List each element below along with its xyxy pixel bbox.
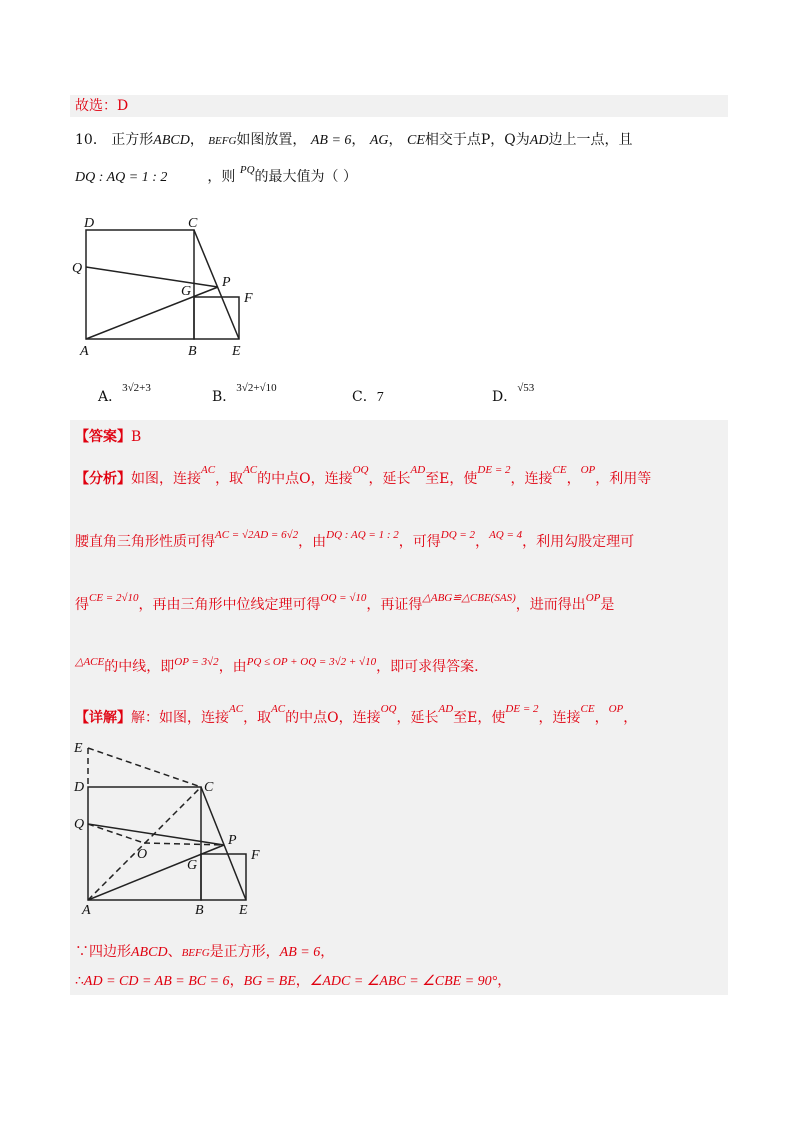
a-text: 的中点O，连接 bbox=[257, 471, 353, 487]
d-math: BG = BE bbox=[243, 974, 296, 989]
d-text: 的中点O，连接 bbox=[285, 710, 381, 726]
option-label: B． bbox=[212, 389, 237, 405]
option-value: 7 bbox=[376, 390, 384, 405]
label-e: E bbox=[232, 344, 241, 359]
square-abcd bbox=[86, 230, 194, 339]
q-text: ， bbox=[189, 132, 204, 148]
answer-value: B bbox=[131, 429, 142, 445]
q-text: ，则 bbox=[207, 169, 236, 185]
d-text: ， bbox=[295, 973, 310, 989]
option-a[interactable] bbox=[98, 382, 151, 407]
d-math: AD = CD = AB = BC = 6 bbox=[83, 974, 230, 989]
d-text: ，取 bbox=[243, 710, 272, 726]
detail-line-3 bbox=[75, 972, 511, 991]
q-text: ， bbox=[388, 132, 403, 148]
q-math: AG bbox=[369, 133, 389, 148]
a-math: AC = √2AD = 6√2 bbox=[215, 529, 299, 541]
d-math: AC bbox=[271, 703, 286, 715]
option-value: √53 bbox=[517, 382, 535, 394]
analysis-tag: 【分析】 bbox=[75, 471, 131, 487]
q-math: ABCD bbox=[153, 133, 190, 148]
a-text: 至E，使 bbox=[425, 471, 478, 487]
d-math: AD bbox=[438, 703, 454, 715]
a-math: △ACE bbox=[75, 656, 105, 668]
line-ce bbox=[201, 787, 246, 900]
label-q: Q bbox=[72, 261, 83, 276]
q-text: 的最大值为（ ） bbox=[254, 169, 357, 185]
a-math: DQ : AQ = 1 : 2 bbox=[326, 529, 399, 541]
detail-line-2 bbox=[75, 943, 334, 962]
detail-line-1 bbox=[75, 703, 638, 728]
a-math: OP = 3√2 bbox=[174, 656, 219, 668]
line-qp bbox=[86, 267, 218, 287]
a-math: OP bbox=[585, 592, 601, 604]
analysis-line-2 bbox=[75, 529, 635, 552]
d-text: ，延长 bbox=[396, 710, 439, 726]
a-text: ，由 bbox=[218, 659, 247, 675]
a-math: PQ ≤ OP + OQ = 3√2 + √10 bbox=[246, 656, 377, 668]
option-label: C． bbox=[352, 389, 377, 405]
label-p: P bbox=[228, 833, 237, 848]
a-text: ，可得 bbox=[398, 534, 441, 550]
q-text: 正方形 bbox=[111, 132, 154, 148]
label-a: A bbox=[80, 344, 89, 359]
option-value: 3√2+3 bbox=[122, 382, 151, 394]
d-math: BEFG bbox=[181, 947, 210, 959]
a-math: AC bbox=[243, 464, 258, 476]
d-math: AC bbox=[229, 703, 244, 715]
a-text: 是 bbox=[600, 597, 615, 613]
label-d: D bbox=[74, 780, 85, 795]
label-e-top: E bbox=[74, 741, 83, 756]
analysis-line-4 bbox=[75, 658, 479, 677]
line-oq-dashed bbox=[88, 824, 144, 843]
line-ec-dashed bbox=[88, 748, 201, 787]
a-math: OP bbox=[580, 464, 596, 476]
q-text: 相交于点P，Q为 bbox=[424, 132, 530, 148]
label-e-bottom: E bbox=[239, 903, 248, 918]
figure-1 bbox=[70, 210, 270, 360]
question-line-1 bbox=[75, 131, 632, 150]
question-line-2 bbox=[75, 164, 357, 187]
a-math: AD bbox=[410, 464, 426, 476]
a-text: ，即可求得答案. bbox=[376, 659, 479, 675]
a-text: ，再由三角形中位线定理可得 bbox=[138, 597, 321, 613]
a-math: AQ = 4 bbox=[489, 529, 523, 541]
q-math: PQ bbox=[239, 164, 255, 176]
a-text: ，利用勾股定理可 bbox=[522, 534, 635, 550]
a-math: DE = 2 bbox=[477, 464, 511, 476]
label-c: C bbox=[188, 216, 198, 231]
d-math: OQ bbox=[380, 703, 397, 715]
option-c[interactable] bbox=[352, 388, 384, 407]
detail-tag: 【详解】 bbox=[75, 710, 131, 726]
option-b[interactable] bbox=[212, 382, 277, 407]
d-text: 至E，使 bbox=[453, 710, 506, 726]
a-text: 腰直角三角形性质可得 bbox=[75, 534, 215, 550]
q-math: DQ : AQ = 1 : 2 bbox=[75, 170, 168, 185]
figure-2 bbox=[70, 738, 270, 918]
d-math: OP bbox=[608, 703, 624, 715]
square-befg bbox=[201, 854, 246, 900]
d-text: ∴ bbox=[75, 973, 84, 989]
a-text: 如图，连接 bbox=[131, 471, 201, 487]
q-text: ， bbox=[351, 132, 366, 148]
answer-line bbox=[75, 428, 141, 446]
d-text: ， bbox=[229, 973, 244, 989]
q-text: 边上一点，且 bbox=[548, 132, 633, 148]
d-text: ，连接 bbox=[538, 710, 581, 726]
a-text: 得 bbox=[75, 597, 89, 613]
a-text: ， bbox=[475, 534, 490, 550]
label-f: F bbox=[251, 848, 260, 863]
a-text: 的中线，即 bbox=[104, 659, 175, 675]
a-text: ，由 bbox=[298, 534, 327, 550]
a-math: OQ = √10 bbox=[320, 592, 367, 604]
d-text: 、 bbox=[167, 944, 182, 960]
a-text: ，连接 bbox=[510, 471, 553, 487]
d-text: ∵四边形 bbox=[75, 944, 131, 960]
a-text: ，利用等 bbox=[595, 471, 652, 487]
d-math: CE bbox=[580, 703, 595, 715]
label-b: B bbox=[195, 903, 204, 918]
d-text: ， bbox=[623, 710, 638, 726]
d-math: ∠ADC = ∠ABC = ∠CBE = 90° bbox=[309, 974, 498, 989]
a-text: ， bbox=[566, 471, 581, 487]
option-label: A． bbox=[98, 389, 123, 405]
d-text: ， bbox=[320, 944, 335, 960]
analysis-line-1 bbox=[75, 464, 652, 489]
a-math: OQ bbox=[352, 464, 369, 476]
label-o: O bbox=[137, 847, 148, 862]
label-d: D bbox=[84, 216, 95, 231]
label-g: G bbox=[187, 858, 198, 873]
d-text: 解：如图，连接 bbox=[131, 710, 229, 726]
a-math: DQ = 2 bbox=[440, 529, 476, 541]
a-text: ，进而得出 bbox=[515, 597, 586, 613]
label-q: Q bbox=[74, 817, 85, 832]
a-math: CE = 2√10 bbox=[89, 592, 139, 604]
a-math: AC bbox=[201, 464, 216, 476]
line-ap bbox=[88, 845, 224, 900]
label-g: G bbox=[181, 284, 192, 299]
line-ap bbox=[86, 287, 218, 339]
q-math: AB = 6 bbox=[310, 133, 352, 148]
previous-answer: 故选：D bbox=[75, 98, 129, 114]
label-f: F bbox=[244, 291, 253, 306]
option-d[interactable] bbox=[492, 382, 535, 407]
a-text: ，延长 bbox=[368, 471, 411, 487]
a-math: △ABG≌△CBE(SAS) bbox=[422, 592, 516, 604]
d-text: ， bbox=[497, 973, 512, 989]
option-label: D． bbox=[492, 389, 518, 405]
q-math: AD bbox=[529, 133, 549, 148]
label-c: C bbox=[204, 780, 214, 795]
analysis-line-3 bbox=[75, 592, 615, 615]
line-qp bbox=[88, 824, 224, 845]
d-math: ABCD bbox=[131, 945, 168, 960]
q-math: CE bbox=[407, 133, 425, 148]
d-math: AB = 6 bbox=[279, 945, 321, 960]
d-text: ， bbox=[594, 710, 609, 726]
a-math: CE bbox=[552, 464, 567, 476]
q-math: BEFG bbox=[208, 135, 237, 147]
a-text: ，取 bbox=[215, 471, 244, 487]
square-befg bbox=[194, 297, 239, 339]
prev-answer-band bbox=[70, 95, 728, 117]
answer-tag: 【答案】 bbox=[75, 429, 131, 445]
label-p: P bbox=[222, 275, 231, 290]
d-math: DE = 2 bbox=[505, 703, 539, 715]
a-text: ，再证得 bbox=[366, 597, 423, 613]
d-text: 是正方形， bbox=[209, 944, 280, 960]
label-a: A bbox=[82, 903, 91, 918]
question-number: 10． bbox=[75, 132, 107, 148]
option-value: 3√2+√10 bbox=[236, 382, 277, 394]
q-text: 如图放置， bbox=[236, 132, 307, 148]
label-b: B bbox=[188, 344, 197, 359]
